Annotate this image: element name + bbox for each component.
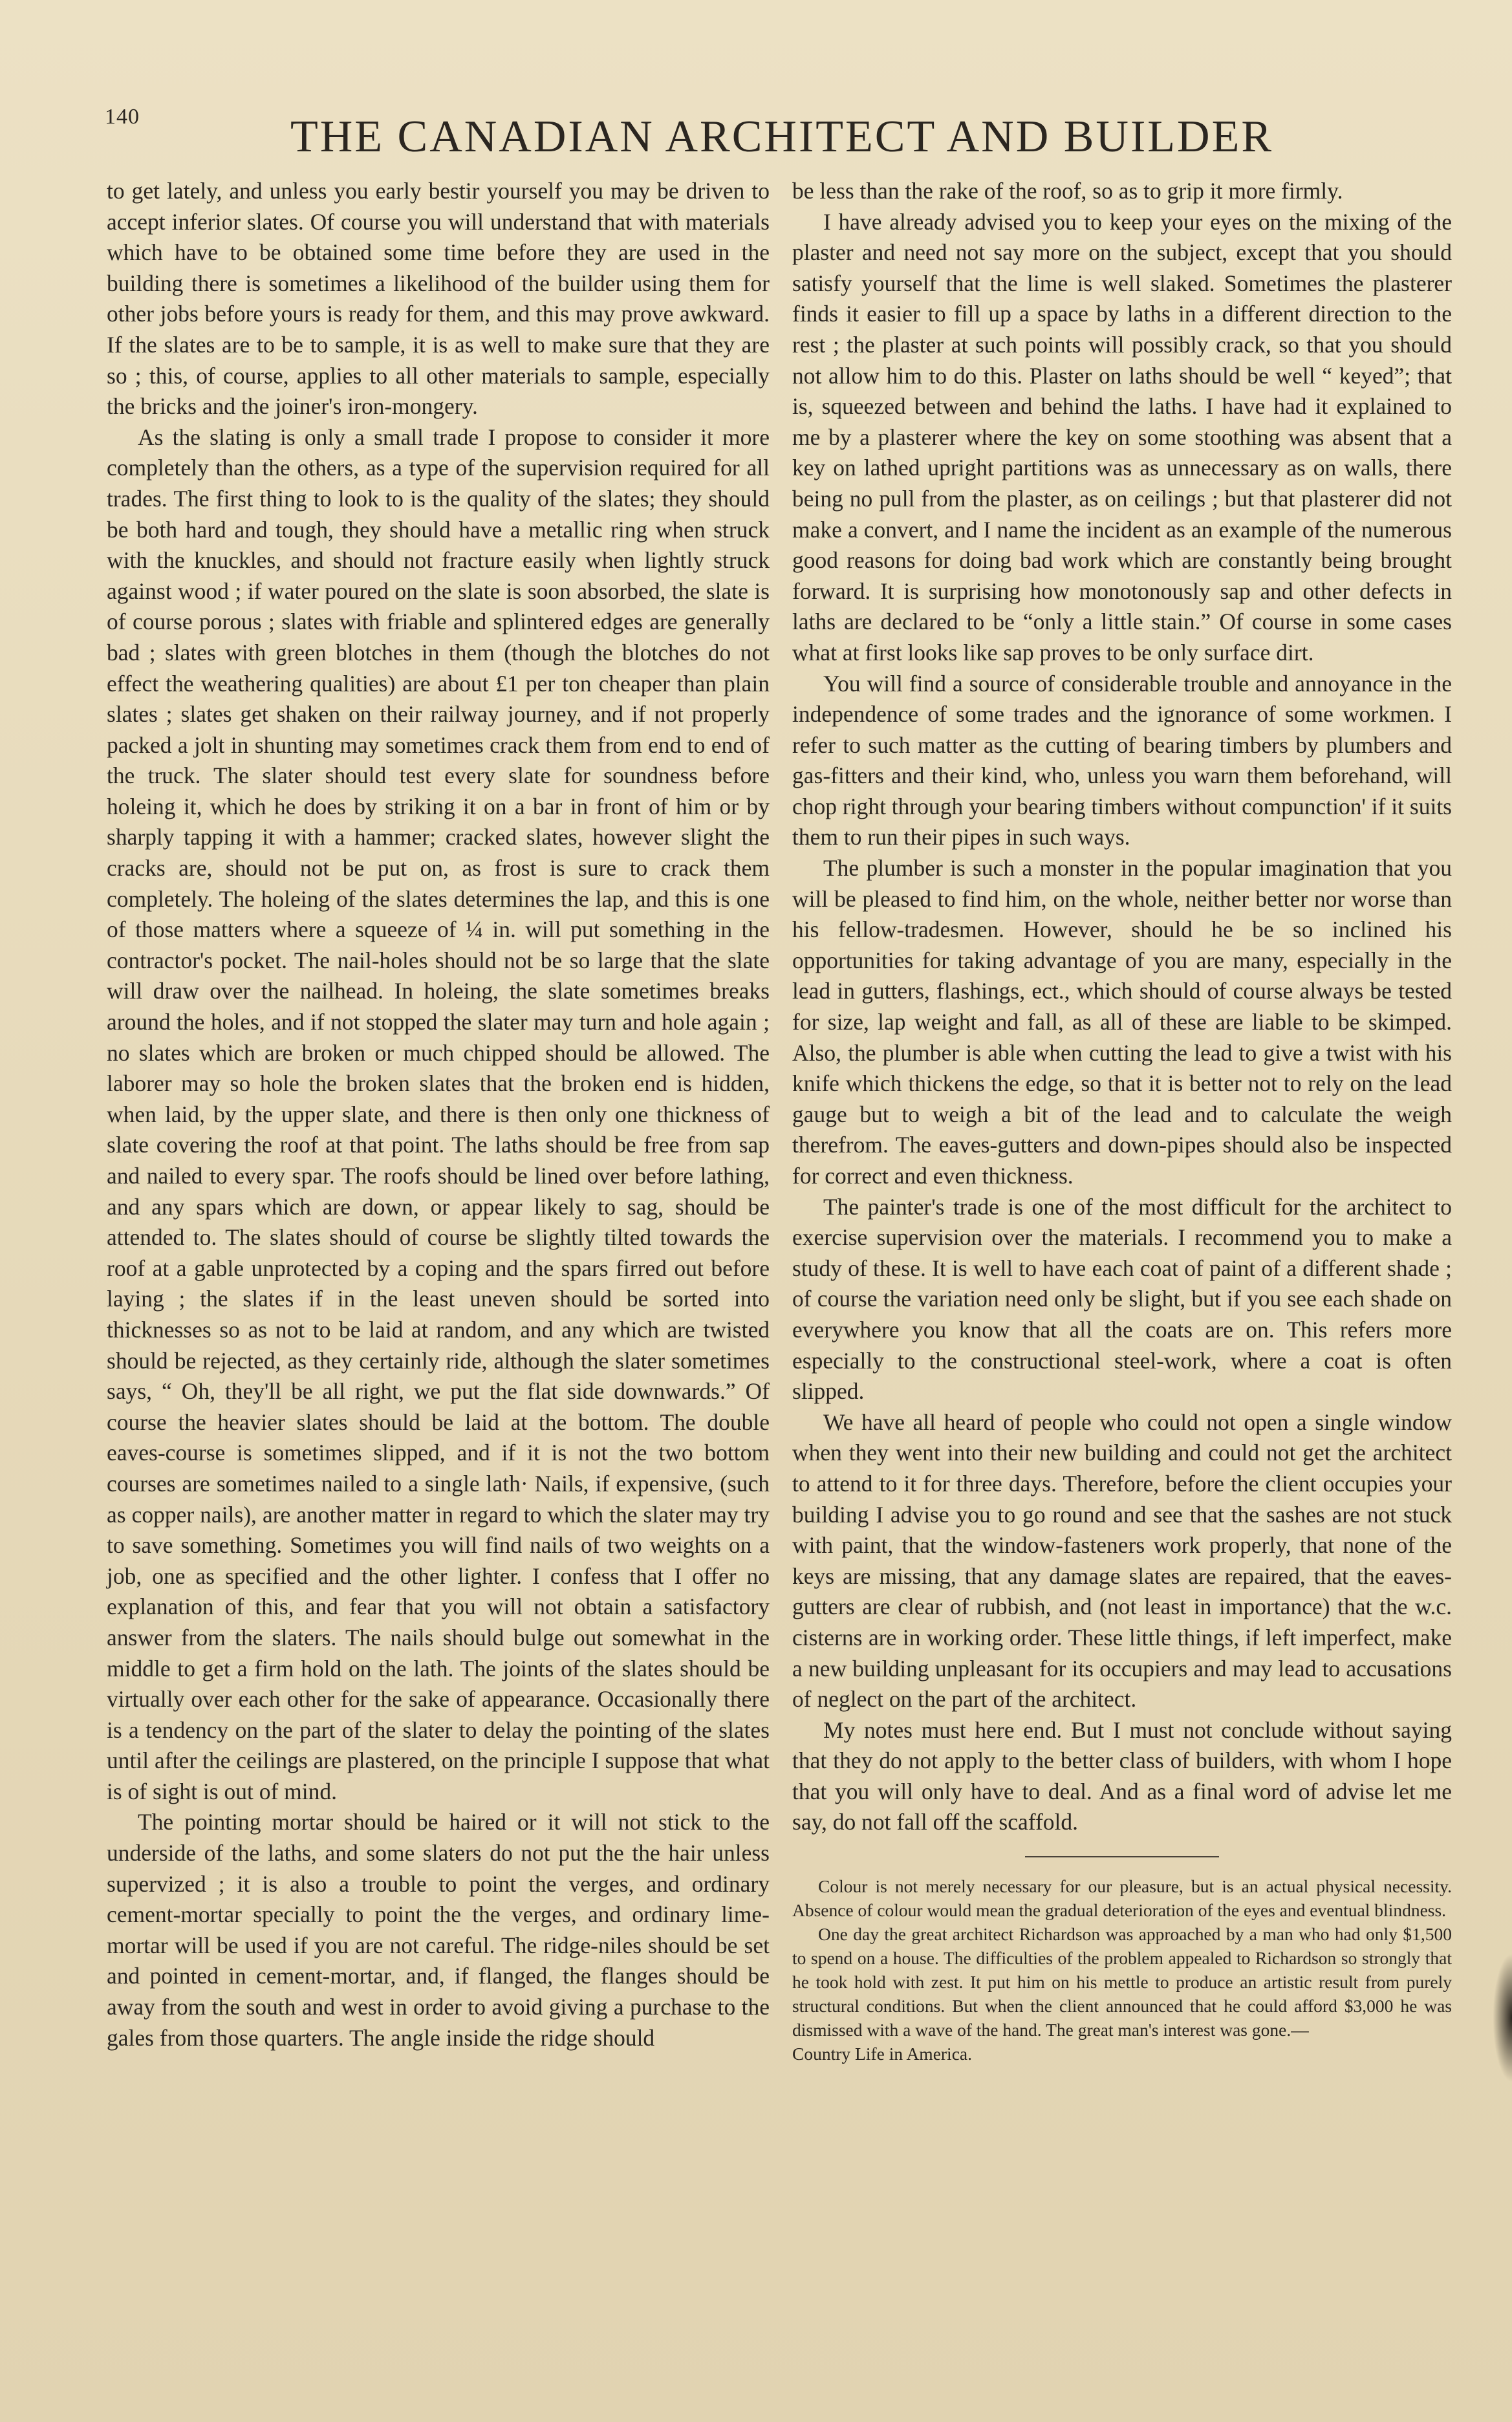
- running-head: THE CANADIAN ARCHITECT AND BUILDER: [290, 112, 1274, 162]
- right-column: [792, 176, 1452, 2066]
- right-paragraph-4: The plumber is such a monster in the popular imagination that you will be pleased to find him, on the whole, neither better nor worse than his fellow-tradesmen. However, should he be so inclined his opportunities for taking advantage of you are many, especially in the lead in gutters, flashings, ect., which should of course always be tested for size, lap weight and fall, as all of these are liable to be skimped. Also, the plumber is able when cutting the lead to give a twist with his knife which thickens the edge, so that it is better not to rely on the lead gauge but to weigh a bit of the lead and to calculate the weigh therefrom. The eaves-gutters and down-pipes should also be inspected for correct and even thickness.: [792, 855, 1452, 1189]
- note-paragraph-2: One day the great architect Richardson was approached by a man who had only $1,500 to spend on a house. The difficulties of the problem appealed to Richardson so strongly that he took hold with zest. It put him on his mettle to produce an artistic result from purely structural conditions. But when the client announced that he could afford $3,000 he was dismissed with a wave of the hand. The great man's interest was gone.—: [792, 1924, 1452, 2040]
- right-paragraph-7: My notes must here end. But I must not conclude without saying that they do not apply to the better class of builders, with whom I hope that you will only have to deal. And as a final word of advise let me say, do not fall off the scaffold.: [792, 1716, 1452, 1835]
- page-edge-shadow: [1493, 1953, 1512, 2082]
- left-paragraph-1: to get lately, and unless you early bestir yourself you may be driven to accept inferior slates. Of course you will understand that with materials which have to be obtained some time before they are used in the building there is sometimes a likelihood of the builder using them for other jobs before yours is ready for them, and this may prove awkward. If the slates are to be to sample, it is as well to make sure that they are so ; this, of course, applies to all other materials to sample, especially the bricks and the joiner's iron-mongery.: [107, 178, 770, 420]
- left-paragraph-2: As the slating is only a small trade I propose to consider it more completely than the others, as a type of the supervision required for all trades. The first thing to look to is the quality of the slates; they should be both hard and tough, they should have a metallic ring when struck with the knuckles, and should not fracture easily when lightly struck against wood ; if water poured on the slate is soon absorbed, the slate is of course porous ; slates with friable and splintered edges are generally bad ; slates with green blotches in them (though the blotches do not effect the weathering qualities) are about £1 per ton cheaper than plain slates ; slates get shaken on their railway journey, and if not properly packed a jolt in shunting may sometimes crack them from end to end of the truck. The slater should test every slate for soundness before holeing it, which he does by striking it on a bar in front of him or by sharply tapping it with a hammer; cracked slates, however slight the cracks are, should not be put on, as frost is sure to crack them completely. The holeing of the slates determines the lap, and this is one of those matters where a squeeze of ¼ in. will put something in the contractor's pocket. The nail-holes should not be so large that the slate will draw over the nailhead. In holeing, the slate sometimes breaks around the holes, and if not stopped the slater may turn and hole again ; no slates which are broken or much chipped should be allowed. The laborer may so hole the broken slates that the broken end is hidden, when laid, by the upper slate, and there is then only one thickness of slate covering the roof at that point. The laths should be free from sap and nailed to every spar. The roofs should be lined over before lathing, and any spars which are down, or appear likely to sag, should be attended to. The slates should of course be slightly tilted towards the roof at a gable unprotected by a coping and the spars firred out before laying ; the slates if in the least uneven should be sorted into thicknesses so as not to be laid at random, and any which are twisted should be rejected, as they certainly ride, although the slater sometimes says, “ Oh, they'll be all right, we put the flat side downwards.” Of course the heavier slates should be laid at the bottom. The double eaves-course is sometimes slipped, and if it is not the two bottom courses are sometimes nailed to a single lath· Nails, if expensive, (such as copper nails), are another matter in regard to which the slater may try to save something. Sometimes you will find nails of two weights on a job, one as specified and the other lighter. I confess that I offer no explanation of this, and fear that you will not obtain a satisfactory answer from the slaters. The nails should bulge out somewhat in the middle to get a firm hold on the lath. The joints of the slates should be virtually over each other for the sake of appearance. Occasionally there is a tendency on the part of the slater to delay the pointing of the slates until after the ceilings are plastered, on the principle I suppose that what is of sight is out of mind.: [107, 424, 770, 1804]
- right-paragraph-2: I have already advised you to keep your eyes on the mixing of the plaster and need not say more on the subject, except that you should satisfy yourself that the lime is well slaked. Sometimes the plasterer finds it easier to fill up a space by laths in a different direction to the rest ; the plaster at such points will possibly crack, so that you should not allow him to do this. Plaster on laths should be well “ keyed”; that is, squeezed between and behind the laths. I have had it explained to me by a plasterer where the key on some stoothing was absent that a key on lathed upright partitions was as unnecessary as on walls, there being no pull from the plaster, as on ceilings ; but that plasterer did not make a convert, and I name the incident as an example of the numerous good reasons for doing bad work which are constantly being brought forward. It is surprising how monotonously sap and other defects in laths are declared to be “only a little stain.” Of course in some cases what at first looks like sap proves to be only surface dirt.: [792, 208, 1452, 665]
- right-paragraph-6: We have all heard of people who could not open a single window when they went into their new building and could not get the architect to attend to it for three days. Therefore, before the client occupies your building I advise you to go round and see that the sashes are not stuck with paint, that the window-fasteners work properly, that none of the keys are missing, that any damage slates are repaired, that the eaves-gutters are clear of rubbish, and (not least in importance) that the w.c. cisterns are in working order. These little things, if left imperfect, make a new building unpleasant for its occupiers and may lead to accusations of neglect on the part of the architect.: [792, 1409, 1452, 1713]
- right-paragraph-5: The painter's trade is one of the most difficult for the architect to exercise supervision over the materials. I recommend you to make a study of these. It is well to have each coat of paint of a different shade ; of course the variation need only be slight, but if you see each shade on everywhere you know that all the coats are on. This refers more especially to the constructional steel-work, where a coat is often slipped.: [792, 1193, 1452, 1405]
- right-paragraph-1: be less than the rake of the roof, so as to grip it more firmly.: [792, 178, 1343, 204]
- section-divider: [1025, 1856, 1219, 1857]
- right-paragraph-3: You will find a source of considerable trouble and annoyance in the independence of some trades and the ignorance of some workmen. I refer to such matter as the cutting of bearing timbers by plumbers and gas-fitters and their kind, who, unless you warn them beforehand, will chop right through your bearing timbers without compunction' if it suits them to run their pipes in such ways.: [792, 670, 1452, 850]
- left-paragraph-3: The pointing mortar should be haired or it will not stick to the underside of the laths, and some slaters do not put the the hair unless supervized ; it is also a trouble to point the verges, and ordinary cement-mortar specially to point the the verges, and ordinary lime-mortar will be used if you are not careful. The ridge-niles should be set and pointed in cement-mortar, and, if flanged, the flanges should be away from the south and west in order to avoid giving a purchase to the gales from those quarters. The angle inside the ridge should: [107, 1809, 770, 2051]
- note-paragraph-1: Colour is not merely necessary for our pleasure, but is an actual physical necessity. Absence of colour would mean the gradual deterioration of the eyes and eventual blindness.: [792, 1876, 1452, 1921]
- side-note: [792, 1874, 1452, 2066]
- page-number: 140: [105, 105, 140, 129]
- left-column: [107, 176, 770, 2053]
- note-source: Country Life in America.: [792, 2044, 972, 2064]
